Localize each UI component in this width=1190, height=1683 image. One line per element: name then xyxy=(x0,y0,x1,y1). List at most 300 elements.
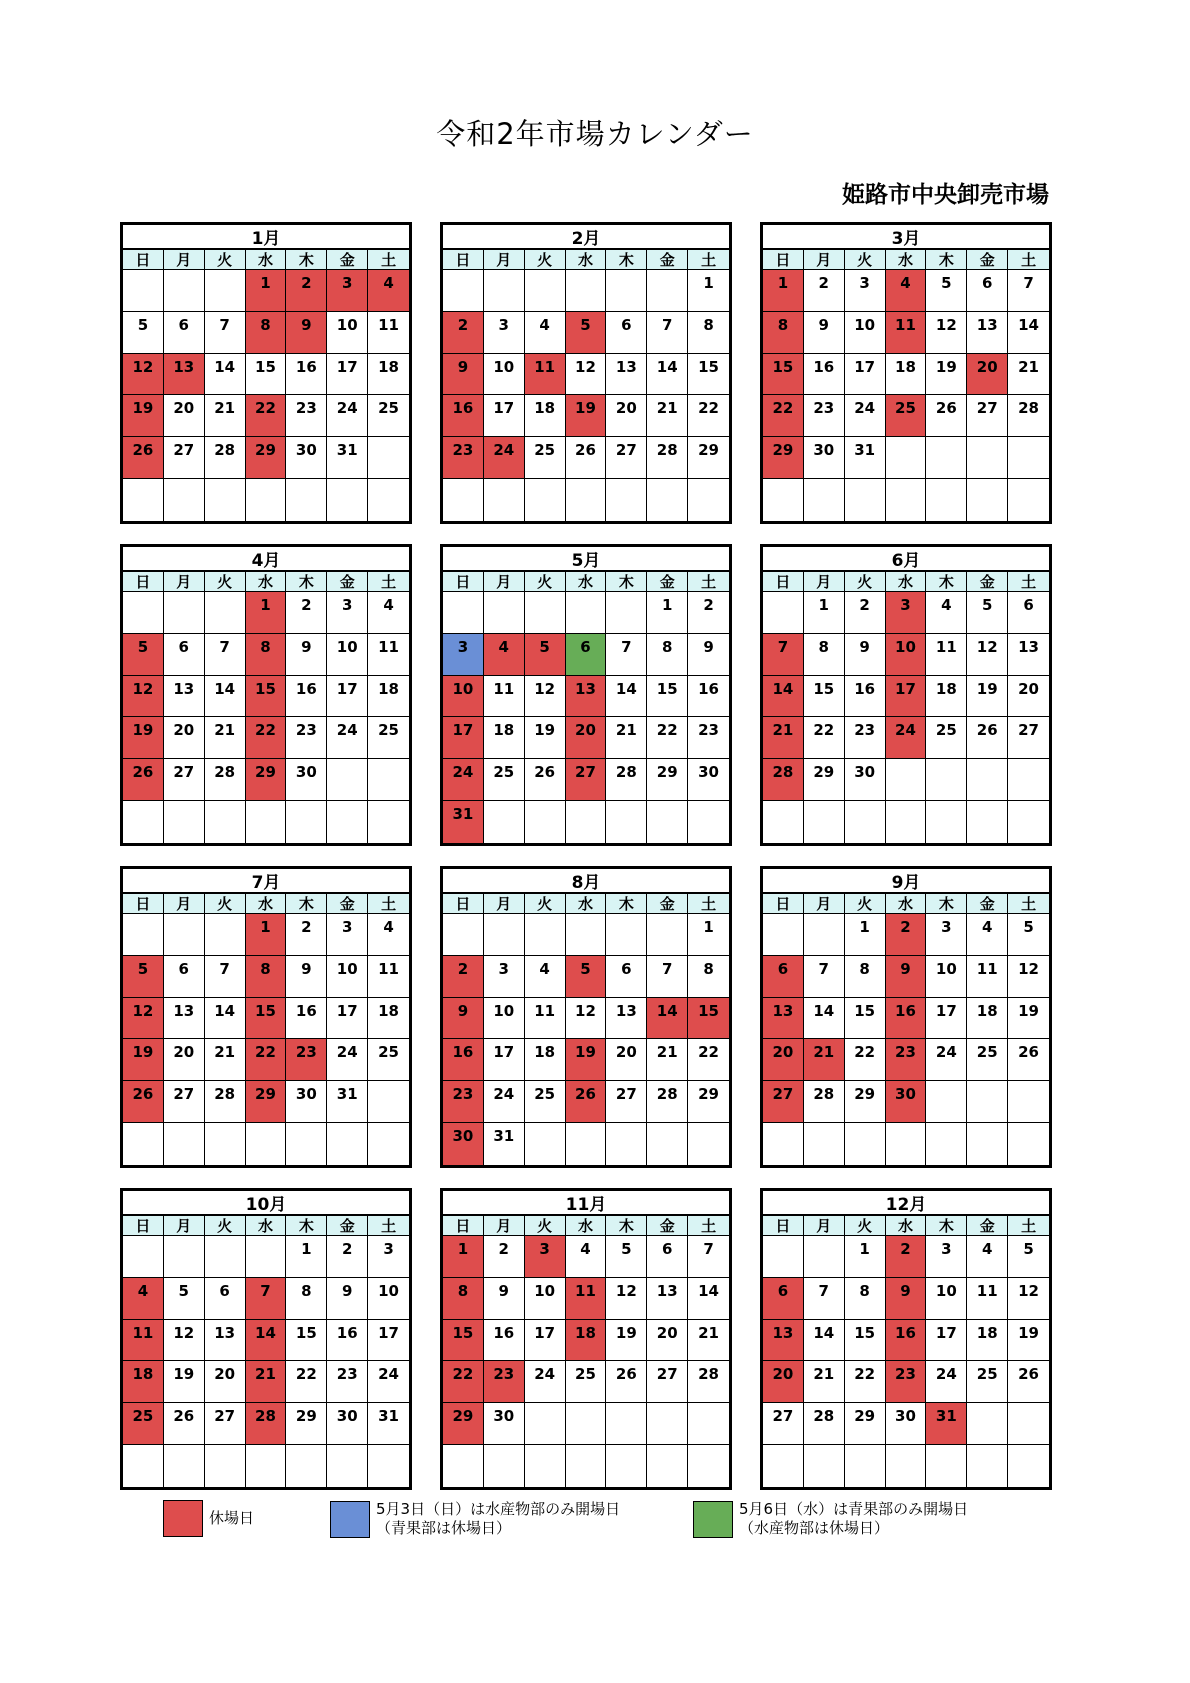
empty-day-cell xyxy=(484,1445,525,1487)
empty-day-cell xyxy=(205,270,246,312)
empty-day-cell xyxy=(967,801,1008,843)
day-cell: 6 xyxy=(606,956,647,998)
month-title: 2月 xyxy=(443,225,729,250)
empty-day-cell xyxy=(1008,1081,1049,1123)
weekday-header: 日 xyxy=(123,1216,164,1236)
day-cell: 27 xyxy=(566,759,607,801)
empty-day-cell xyxy=(327,801,368,843)
day-cell: 10 xyxy=(525,1278,566,1320)
day-cell: 16 xyxy=(286,354,327,396)
day-cell: 3 xyxy=(443,634,484,676)
day-cell: 23 xyxy=(443,1081,484,1123)
day-cell: 24 xyxy=(327,1039,368,1081)
weekday-header: 水 xyxy=(886,250,927,270)
day-cell: 19 xyxy=(1008,998,1049,1040)
weekday-header: 水 xyxy=(566,572,607,592)
day-cell: 11 xyxy=(368,634,409,676)
legend-closed xyxy=(163,1500,254,1537)
day-cell: 31 xyxy=(484,1123,525,1165)
month-calendar xyxy=(760,544,1052,846)
day-cell: 17 xyxy=(368,1320,409,1362)
day-cell: 13 xyxy=(164,676,205,718)
day-cell: 18 xyxy=(525,1039,566,1081)
day-cell: 7 xyxy=(763,634,804,676)
empty-day-cell xyxy=(286,801,327,843)
day-cell: 2 xyxy=(804,270,845,312)
day-cell: 19 xyxy=(1008,1320,1049,1362)
weekday-header: 土 xyxy=(368,894,409,914)
day-cell: 10 xyxy=(484,354,525,396)
day-cell: 10 xyxy=(886,634,927,676)
day-cell: 17 xyxy=(886,676,927,718)
weekday-header: 金 xyxy=(647,572,688,592)
day-cell: 16 xyxy=(286,998,327,1040)
empty-day-cell xyxy=(205,1236,246,1278)
day-cell: 23 xyxy=(484,1361,525,1403)
day-cell: 11 xyxy=(525,354,566,396)
empty-day-cell xyxy=(525,479,566,521)
empty-day-cell xyxy=(1008,1123,1049,1165)
weekday-header: 日 xyxy=(763,894,804,914)
weekday-header: 金 xyxy=(967,572,1008,592)
empty-day-cell xyxy=(123,592,164,634)
weekday-header: 木 xyxy=(926,572,967,592)
empty-day-cell xyxy=(967,1123,1008,1165)
empty-day-cell xyxy=(566,1403,607,1445)
day-cell: 30 xyxy=(688,759,729,801)
weekday-header: 月 xyxy=(484,1216,525,1236)
day-cell: 13 xyxy=(763,998,804,1040)
empty-day-cell xyxy=(566,1445,607,1487)
empty-day-cell xyxy=(804,1123,845,1165)
empty-day-cell xyxy=(123,801,164,843)
day-cell: 18 xyxy=(368,354,409,396)
day-cell: 6 xyxy=(763,956,804,998)
day-cell: 4 xyxy=(967,914,1008,956)
empty-day-cell xyxy=(246,479,287,521)
day-cell: 28 xyxy=(1008,395,1049,437)
month-title: 11月 xyxy=(443,1191,729,1216)
day-cell: 21 xyxy=(763,717,804,759)
day-cell: 6 xyxy=(606,312,647,354)
day-cell: 27 xyxy=(763,1403,804,1445)
empty-day-cell xyxy=(606,1445,647,1487)
day-cell: 20 xyxy=(1008,676,1049,718)
weekday-header: 日 xyxy=(763,572,804,592)
day-cell: 14 xyxy=(205,998,246,1040)
legend-text: 休場日 xyxy=(209,1509,255,1527)
day-cell: 7 xyxy=(1008,270,1049,312)
empty-day-cell xyxy=(606,479,647,521)
month-title: 5月 xyxy=(443,547,729,572)
day-cell: 16 xyxy=(886,1320,927,1362)
day-cell: 12 xyxy=(926,312,967,354)
day-cell: 31 xyxy=(327,437,368,479)
weekday-header: 土 xyxy=(1008,894,1049,914)
day-cell: 7 xyxy=(606,634,647,676)
empty-day-cell xyxy=(886,801,927,843)
empty-day-cell xyxy=(926,437,967,479)
day-cell: 25 xyxy=(368,395,409,437)
day-cell: 19 xyxy=(525,717,566,759)
day-cell: 17 xyxy=(926,1320,967,1362)
month-calendar xyxy=(120,866,412,1168)
day-cell: 24 xyxy=(926,1361,967,1403)
day-cell: 2 xyxy=(443,956,484,998)
empty-day-cell xyxy=(286,479,327,521)
empty-day-cell xyxy=(967,759,1008,801)
day-cell: 2 xyxy=(286,270,327,312)
day-cell: 14 xyxy=(606,676,647,718)
day-cell: 28 xyxy=(647,437,688,479)
weekday-header: 月 xyxy=(484,572,525,592)
day-cell: 3 xyxy=(484,956,525,998)
day-cell: 10 xyxy=(926,956,967,998)
day-cell: 24 xyxy=(327,395,368,437)
day-cell: 14 xyxy=(647,998,688,1040)
empty-day-cell xyxy=(484,914,525,956)
day-cell: 13 xyxy=(566,676,607,718)
day-cell: 24 xyxy=(525,1361,566,1403)
day-cell: 25 xyxy=(926,717,967,759)
day-cell: 17 xyxy=(845,354,886,396)
day-cell: 11 xyxy=(484,676,525,718)
empty-day-cell xyxy=(525,914,566,956)
day-cell: 1 xyxy=(688,914,729,956)
month-calendar xyxy=(440,222,732,524)
weekday-header: 日 xyxy=(763,250,804,270)
day-cell: 21 xyxy=(205,1039,246,1081)
weekday-header: 金 xyxy=(327,1216,368,1236)
day-cell: 27 xyxy=(1008,717,1049,759)
day-cell: 4 xyxy=(368,270,409,312)
day-cell: 20 xyxy=(967,354,1008,396)
day-cell: 6 xyxy=(164,956,205,998)
weekday-header: 火 xyxy=(525,250,566,270)
day-cell: 12 xyxy=(525,676,566,718)
weekday-header: 土 xyxy=(1008,250,1049,270)
day-cell: 7 xyxy=(246,1278,287,1320)
day-cell: 21 xyxy=(205,717,246,759)
day-cell: 19 xyxy=(123,717,164,759)
day-cell: 26 xyxy=(123,1081,164,1123)
day-cell: 30 xyxy=(286,759,327,801)
day-cell: 8 xyxy=(804,634,845,676)
empty-day-cell xyxy=(484,801,525,843)
day-cell: 8 xyxy=(246,956,287,998)
day-cell: 27 xyxy=(164,759,205,801)
day-cell: 20 xyxy=(164,717,205,759)
day-cell: 24 xyxy=(368,1361,409,1403)
day-cell: 26 xyxy=(606,1361,647,1403)
empty-day-cell xyxy=(368,801,409,843)
weekday-header: 日 xyxy=(443,572,484,592)
legend-text: 5月3日（日）は水産物部のみ開場日 xyxy=(376,1500,621,1518)
empty-day-cell xyxy=(1008,759,1049,801)
day-cell: 12 xyxy=(123,676,164,718)
day-cell: 23 xyxy=(286,1039,327,1081)
weekday-header: 水 xyxy=(246,250,287,270)
empty-day-cell xyxy=(205,1123,246,1165)
empty-day-cell xyxy=(525,1445,566,1487)
empty-day-cell xyxy=(967,437,1008,479)
empty-day-cell xyxy=(926,1123,967,1165)
day-cell: 4 xyxy=(525,956,566,998)
day-cell: 1 xyxy=(286,1236,327,1278)
day-cell: 12 xyxy=(606,1278,647,1320)
day-cell: 17 xyxy=(525,1320,566,1362)
day-cell: 19 xyxy=(606,1320,647,1362)
weekday-header: 木 xyxy=(606,572,647,592)
legend-text: （水産物部は休場日） xyxy=(739,1519,890,1537)
day-cell: 22 xyxy=(246,395,287,437)
empty-day-cell xyxy=(926,759,967,801)
day-cell: 9 xyxy=(886,1278,927,1320)
weekday-header: 土 xyxy=(1008,572,1049,592)
weekday-header: 金 xyxy=(647,894,688,914)
day-cell: 5 xyxy=(967,592,1008,634)
day-cell: 29 xyxy=(688,437,729,479)
weekday-header: 金 xyxy=(647,250,688,270)
empty-day-cell xyxy=(804,1236,845,1278)
weekday-header: 火 xyxy=(525,1216,566,1236)
day-cell: 13 xyxy=(606,998,647,1040)
day-cell: 11 xyxy=(368,312,409,354)
month-title: 10月 xyxy=(123,1191,409,1216)
day-cell: 13 xyxy=(164,998,205,1040)
empty-day-cell xyxy=(525,1403,566,1445)
legend-text: 5月6日（水）は青果部のみ開場日 xyxy=(739,1500,969,1518)
day-cell: 7 xyxy=(647,312,688,354)
day-cell: 8 xyxy=(246,634,287,676)
empty-day-cell xyxy=(967,1445,1008,1487)
empty-day-cell xyxy=(368,1445,409,1487)
weekday-header: 火 xyxy=(205,572,246,592)
weekday-header: 月 xyxy=(804,572,845,592)
empty-day-cell xyxy=(443,592,484,634)
day-cell: 30 xyxy=(886,1081,927,1123)
weekday-header: 金 xyxy=(647,1216,688,1236)
weekday-header: 金 xyxy=(327,894,368,914)
legend-swatch-seafood-only xyxy=(330,1501,370,1538)
day-cell: 8 xyxy=(443,1278,484,1320)
day-cell: 16 xyxy=(443,1039,484,1081)
weekday-header: 火 xyxy=(525,894,566,914)
weekday-header: 金 xyxy=(327,250,368,270)
day-cell: 16 xyxy=(688,676,729,718)
weekday-header: 日 xyxy=(123,894,164,914)
day-cell: 13 xyxy=(647,1278,688,1320)
day-cell: 18 xyxy=(484,717,525,759)
day-cell: 26 xyxy=(1008,1039,1049,1081)
day-cell: 26 xyxy=(926,395,967,437)
day-cell: 2 xyxy=(327,1236,368,1278)
weekday-header: 火 xyxy=(845,250,886,270)
day-cell: 12 xyxy=(123,998,164,1040)
day-cell: 25 xyxy=(368,717,409,759)
day-cell: 22 xyxy=(443,1361,484,1403)
day-cell: 22 xyxy=(647,717,688,759)
day-cell: 29 xyxy=(246,1081,287,1123)
month-calendar xyxy=(120,1188,412,1490)
weekday-header: 金 xyxy=(327,572,368,592)
day-cell: 7 xyxy=(688,1236,729,1278)
day-cell: 15 xyxy=(688,354,729,396)
day-cell: 30 xyxy=(886,1403,927,1445)
day-cell: 6 xyxy=(647,1236,688,1278)
empty-day-cell xyxy=(647,1445,688,1487)
day-cell: 9 xyxy=(443,354,484,396)
day-cell: 28 xyxy=(205,1081,246,1123)
day-cell: 30 xyxy=(327,1403,368,1445)
empty-day-cell xyxy=(763,1123,804,1165)
day-cell: 29 xyxy=(647,759,688,801)
day-cell: 15 xyxy=(647,676,688,718)
day-cell: 19 xyxy=(123,395,164,437)
day-cell: 23 xyxy=(443,437,484,479)
day-cell: 22 xyxy=(286,1361,327,1403)
day-cell: 28 xyxy=(647,1081,688,1123)
day-cell: 7 xyxy=(647,956,688,998)
empty-day-cell xyxy=(926,1081,967,1123)
day-cell: 23 xyxy=(286,717,327,759)
day-cell: 6 xyxy=(763,1278,804,1320)
day-cell: 24 xyxy=(886,717,927,759)
day-cell: 9 xyxy=(484,1278,525,1320)
day-cell: 4 xyxy=(368,592,409,634)
day-cell: 25 xyxy=(368,1039,409,1081)
empty-day-cell xyxy=(205,1445,246,1487)
empty-day-cell xyxy=(647,479,688,521)
weekday-header: 水 xyxy=(566,1216,607,1236)
day-cell: 3 xyxy=(926,1236,967,1278)
weekday-header: 木 xyxy=(286,572,327,592)
day-cell: 28 xyxy=(246,1403,287,1445)
weekday-header: 水 xyxy=(246,1216,287,1236)
day-cell: 2 xyxy=(484,1236,525,1278)
legend-text: （青果部は休場日） xyxy=(376,1519,512,1537)
day-cell: 27 xyxy=(606,437,647,479)
day-cell: 31 xyxy=(327,1081,368,1123)
day-cell: 8 xyxy=(688,312,729,354)
day-cell: 20 xyxy=(763,1361,804,1403)
empty-day-cell xyxy=(967,1403,1008,1445)
weekday-header: 木 xyxy=(606,894,647,914)
empty-day-cell xyxy=(246,1123,287,1165)
weekday-header: 土 xyxy=(688,894,729,914)
empty-day-cell xyxy=(443,479,484,521)
day-cell: 29 xyxy=(688,1081,729,1123)
day-cell: 3 xyxy=(327,270,368,312)
weekday-header: 月 xyxy=(164,894,205,914)
weekday-header: 土 xyxy=(688,1216,729,1236)
day-cell: 10 xyxy=(926,1278,967,1320)
legend-swatch-produce-only xyxy=(693,1501,733,1538)
day-cell: 31 xyxy=(845,437,886,479)
day-cell: 27 xyxy=(164,437,205,479)
day-cell: 16 xyxy=(443,395,484,437)
empty-day-cell xyxy=(246,1236,287,1278)
empty-day-cell xyxy=(926,1445,967,1487)
day-cell: 11 xyxy=(525,998,566,1040)
empty-day-cell xyxy=(647,270,688,312)
weekday-header: 日 xyxy=(443,894,484,914)
day-cell: 21 xyxy=(246,1361,287,1403)
day-cell: 18 xyxy=(368,676,409,718)
weekday-header: 木 xyxy=(286,1216,327,1236)
day-cell: 25 xyxy=(967,1361,1008,1403)
day-cell: 7 xyxy=(205,634,246,676)
day-cell: 24 xyxy=(484,1081,525,1123)
empty-day-cell xyxy=(886,1445,927,1487)
weekday-header: 月 xyxy=(484,894,525,914)
day-cell: 15 xyxy=(688,998,729,1040)
day-cell: 21 xyxy=(606,717,647,759)
month-title: 8月 xyxy=(443,869,729,894)
empty-day-cell xyxy=(606,914,647,956)
day-cell: 24 xyxy=(443,759,484,801)
day-cell: 2 xyxy=(688,592,729,634)
weekday-header: 水 xyxy=(886,894,927,914)
empty-day-cell xyxy=(763,1445,804,1487)
day-cell: 15 xyxy=(246,354,287,396)
day-cell: 28 xyxy=(205,437,246,479)
day-cell: 22 xyxy=(246,717,287,759)
day-cell: 31 xyxy=(368,1403,409,1445)
day-cell: 4 xyxy=(123,1278,164,1320)
month-calendar xyxy=(120,222,412,524)
empty-day-cell xyxy=(606,1403,647,1445)
day-cell: 19 xyxy=(123,1039,164,1081)
day-cell: 11 xyxy=(967,1278,1008,1320)
empty-day-cell xyxy=(804,479,845,521)
day-cell: 27 xyxy=(967,395,1008,437)
empty-day-cell xyxy=(327,759,368,801)
day-cell: 31 xyxy=(443,801,484,843)
empty-day-cell xyxy=(164,1445,205,1487)
day-cell: 1 xyxy=(845,914,886,956)
legend-swatch-closed xyxy=(163,1500,203,1537)
day-cell: 24 xyxy=(845,395,886,437)
legend-produce-only xyxy=(693,1500,968,1538)
empty-day-cell xyxy=(123,1445,164,1487)
day-cell: 25 xyxy=(566,1361,607,1403)
empty-day-cell xyxy=(1008,1445,1049,1487)
empty-day-cell xyxy=(886,1123,927,1165)
day-cell: 13 xyxy=(967,312,1008,354)
day-cell: 19 xyxy=(566,395,607,437)
day-cell: 26 xyxy=(566,1081,607,1123)
day-cell: 25 xyxy=(886,395,927,437)
day-cell: 26 xyxy=(1008,1361,1049,1403)
empty-day-cell xyxy=(845,1123,886,1165)
day-cell: 26 xyxy=(967,717,1008,759)
day-cell: 6 xyxy=(164,312,205,354)
day-cell: 8 xyxy=(763,312,804,354)
empty-day-cell xyxy=(246,801,287,843)
empty-day-cell xyxy=(164,801,205,843)
day-cell: 5 xyxy=(566,956,607,998)
day-cell: 18 xyxy=(967,1320,1008,1362)
day-cell: 17 xyxy=(327,676,368,718)
empty-day-cell xyxy=(688,1445,729,1487)
day-cell: 6 xyxy=(164,634,205,676)
empty-day-cell xyxy=(763,479,804,521)
day-cell: 28 xyxy=(804,1403,845,1445)
day-cell: 18 xyxy=(886,354,927,396)
day-cell: 9 xyxy=(886,956,927,998)
day-cell: 18 xyxy=(566,1320,607,1362)
